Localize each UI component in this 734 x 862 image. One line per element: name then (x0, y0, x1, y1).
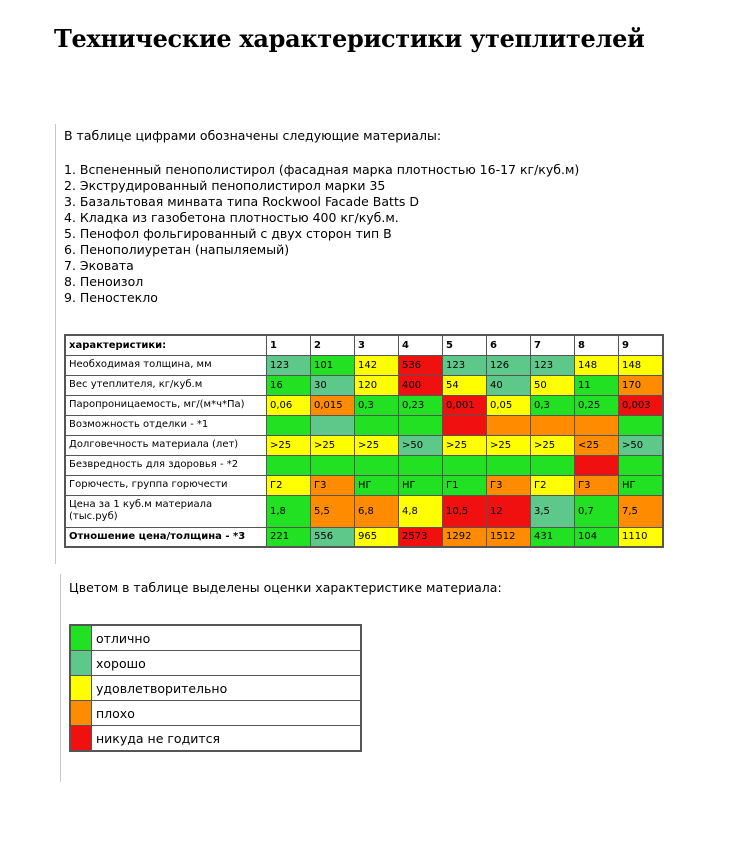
color-legend (69, 624, 362, 752)
value-cell: 54 (443, 375, 487, 395)
materials-list (64, 162, 579, 306)
header-material-4: 4 (399, 335, 443, 355)
value-cell (443, 455, 487, 475)
value-cell: 0,3 (531, 395, 575, 415)
value-cell: 2573 (399, 527, 443, 547)
value-cell: >50 (399, 435, 443, 455)
value-cell: <25 (575, 435, 619, 455)
value-cell (619, 455, 664, 475)
value-cell: 40 (487, 375, 531, 395)
value-cell: 170 (619, 375, 664, 395)
table-row (65, 375, 663, 395)
header-material-2: 2 (311, 335, 355, 355)
specs-table (64, 334, 664, 548)
value-cell: Г3 (487, 475, 531, 495)
legend-label: удовлетворительно (92, 676, 362, 701)
value-cell: 431 (531, 527, 575, 547)
header-material-6: 6 (487, 335, 531, 355)
header-material-3: 3 (355, 335, 399, 355)
value-cell (399, 455, 443, 475)
legend-row (70, 726, 361, 752)
row-label: Горючесть, группа горючести (65, 475, 267, 495)
value-cell: 1110 (619, 527, 664, 547)
value-cell: Г2 (531, 475, 575, 495)
legend-section (60, 574, 502, 782)
value-cell (311, 455, 355, 475)
value-cell: 536 (399, 355, 443, 375)
legend-intro: Цветом в таблице выделены оценки характеристике материала: (69, 580, 502, 595)
value-cell: >25 (267, 435, 311, 455)
material-item: 4. Кладка из газобетона плотностью 400 кг/куб.м. (64, 210, 399, 225)
value-cell: Г3 (311, 475, 355, 495)
value-cell: 0,015 (311, 395, 355, 415)
value-cell: 126 (487, 355, 531, 375)
value-cell (311, 415, 355, 435)
page-title: Технические характеристики утеплителей (54, 24, 645, 53)
value-cell: 50 (531, 375, 575, 395)
value-cell: >50 (619, 435, 664, 455)
value-cell: 0,25 (575, 395, 619, 415)
table-row (65, 395, 663, 415)
value-cell: 123 (531, 355, 575, 375)
value-cell: 16 (267, 375, 311, 395)
value-cell: 221 (267, 527, 311, 547)
value-cell: 148 (619, 355, 664, 375)
value-cell: 104 (575, 527, 619, 547)
value-cell: 0,003 (619, 395, 664, 415)
value-cell: 1512 (487, 527, 531, 547)
value-cell (575, 455, 619, 475)
value-cell: Г2 (267, 475, 311, 495)
material-item: 6. Пенополиуретан (напыляемый) (64, 242, 290, 257)
value-cell: 12 (487, 495, 531, 527)
value-cell: 123 (443, 355, 487, 375)
table-row (65, 435, 663, 455)
value-cell: >25 (311, 435, 355, 455)
table-row (65, 355, 663, 375)
material-item: 9. Пеностекло (64, 290, 158, 305)
value-cell (619, 415, 664, 435)
value-cell: НГ (619, 475, 664, 495)
value-cell (575, 415, 619, 435)
value-cell: 3,5 (531, 495, 575, 527)
row-label: Безвредность для здоровья - *2 (65, 455, 267, 475)
value-cell: 10,5 (443, 495, 487, 527)
value-cell: 0,05 (487, 395, 531, 415)
value-cell: НГ (399, 475, 443, 495)
value-cell (355, 415, 399, 435)
header-material-7: 7 (531, 335, 575, 355)
legend-swatch (70, 676, 92, 701)
value-cell: >25 (531, 435, 575, 455)
value-cell: 0,23 (399, 395, 443, 415)
legend-label: отлично (92, 625, 362, 651)
value-cell: НГ (355, 475, 399, 495)
value-cell (531, 455, 575, 475)
material-item: 8. Пеноизол (64, 274, 144, 289)
materials-intro: В таблице цифрами обозначены следующие материалы: (64, 128, 442, 143)
value-cell (487, 415, 531, 435)
value-cell: >25 (443, 435, 487, 455)
value-cell: 7,5 (619, 495, 664, 527)
value-cell (355, 455, 399, 475)
value-cell: 965 (355, 527, 399, 547)
header-characteristics: характеристики: (65, 335, 267, 355)
legend-swatch (70, 726, 92, 752)
legend-swatch (70, 651, 92, 676)
row-label: Возможность отделки - *1 (65, 415, 267, 435)
legend-swatch (70, 625, 92, 651)
value-cell: 120 (355, 375, 399, 395)
value-cell: 4,8 (399, 495, 443, 527)
row-label: Необходимая толщина, мм (65, 355, 267, 375)
header-material-8: 8 (575, 335, 619, 355)
value-cell: 148 (575, 355, 619, 375)
value-cell (267, 415, 311, 435)
material-item: 1. Вспененный пенополистирол (фасадная марка плотностью 16-17 кг/куб.м) (64, 162, 580, 177)
legend-row (70, 625, 361, 651)
table-row (65, 475, 663, 495)
row-label: Отношение цена/толщина - *3 (65, 527, 267, 547)
table-row (65, 495, 663, 527)
value-cell: 6,8 (355, 495, 399, 527)
value-cell: 123 (267, 355, 311, 375)
value-cell: >25 (355, 435, 399, 455)
header-material-5: 5 (443, 335, 487, 355)
value-cell: 11 (575, 375, 619, 395)
row-label: Цена за 1 куб.м материала (тыс.руб) (65, 495, 267, 527)
value-cell: 1,8 (267, 495, 311, 527)
table-row (65, 455, 663, 475)
value-cell (487, 455, 531, 475)
legend-label: плохо (92, 701, 362, 726)
row-label: Вес утеплителя, кг/куб.м (65, 375, 267, 395)
value-cell: >25 (487, 435, 531, 455)
legend-swatch (70, 701, 92, 726)
row-label: Паропроницаемость, мг/(м*ч*Па) (65, 395, 267, 415)
header-material-1: 1 (267, 335, 311, 355)
value-cell: Г1 (443, 475, 487, 495)
value-cell: 400 (399, 375, 443, 395)
value-cell (399, 415, 443, 435)
material-item: 7. Эковата (64, 258, 134, 273)
table-row (65, 527, 663, 547)
material-item: 3. Базальтовая минвата типа Rockwool Facade Batts D (64, 194, 419, 209)
material-item: 2. Экструдированный пенополистирол марки 35 (64, 178, 386, 193)
legend-row (70, 651, 361, 676)
value-cell: 0,06 (267, 395, 311, 415)
value-cell: 5,5 (311, 495, 355, 527)
legend-row (70, 701, 361, 726)
value-cell: 0,3 (355, 395, 399, 415)
value-cell: Г3 (575, 475, 619, 495)
value-cell: 0,001 (443, 395, 487, 415)
value-cell: 142 (355, 355, 399, 375)
value-cell: 556 (311, 527, 355, 547)
value-cell: 0,7 (575, 495, 619, 527)
legend-label: хорошо (92, 651, 362, 676)
value-cell (531, 415, 575, 435)
value-cell (267, 455, 311, 475)
value-cell: 30 (311, 375, 355, 395)
row-label: Долговечность материала (лет) (65, 435, 267, 455)
materials-section (55, 124, 676, 564)
value-cell (443, 415, 487, 435)
value-cell: 1292 (443, 527, 487, 547)
table-row (65, 415, 663, 435)
header-material-9: 9 (619, 335, 664, 355)
value-cell: 101 (311, 355, 355, 375)
material-item: 5. Пенофол фольгированный с двух сторон тип B (64, 226, 392, 241)
table-header-row (65, 335, 663, 355)
legend-row (70, 676, 361, 701)
legend-label: никуда не годится (92, 726, 362, 752)
